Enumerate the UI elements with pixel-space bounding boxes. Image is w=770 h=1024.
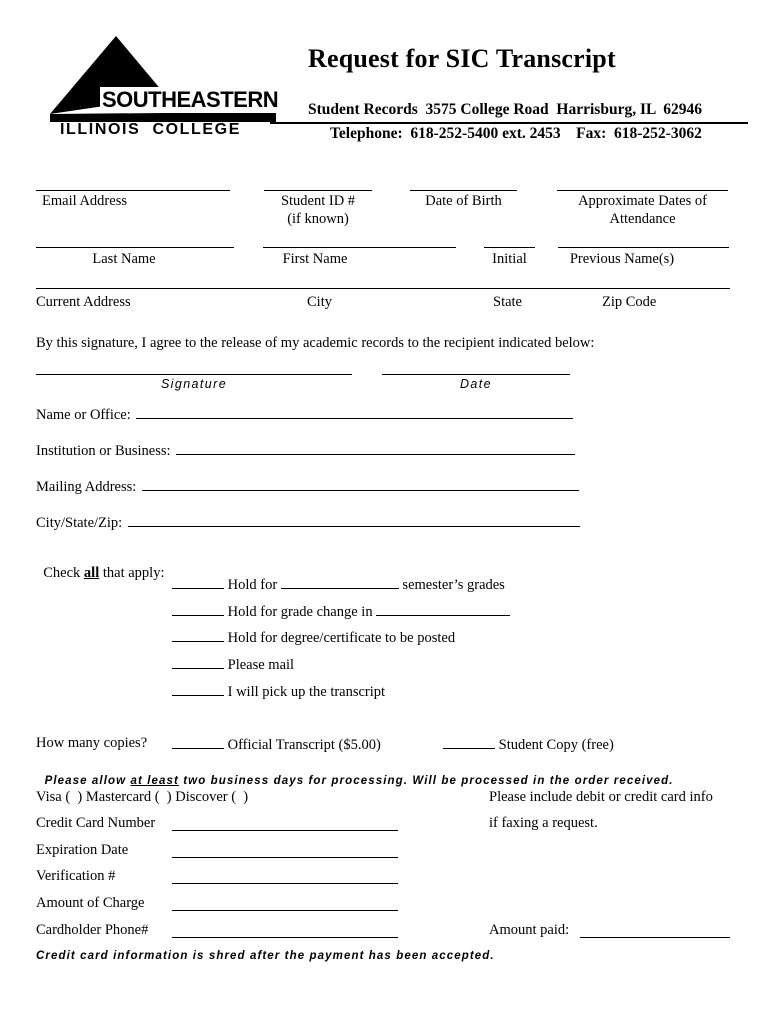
email-label: Email Address [42, 193, 127, 209]
grade-change-mark[interactable] [172, 602, 224, 616]
card-number-field[interactable] [172, 830, 398, 831]
check-all-intro: Check all that apply: [43, 565, 165, 581]
signature-label: Signature [160, 377, 228, 391]
current-address-label: Current Address [36, 294, 131, 310]
cardholder-phone-label: Cardholder Phone# [36, 922, 149, 938]
card-number-label: Credit Card Number [36, 815, 156, 831]
expiration-label: Expiration Date [36, 842, 129, 858]
cardholder-phone-field[interactable] [172, 937, 398, 938]
option-hold-semester: Hold for semester’s grades [172, 575, 505, 594]
mail-mark[interactable] [172, 655, 224, 669]
mailing-field[interactable] [142, 477, 579, 491]
name-office-label: Name or Office: [36, 407, 131, 423]
citystatezip-label: City/State/Zip: [36, 515, 123, 531]
charge-amount-label: Amount of Charge [36, 895, 145, 911]
logo-subtitle: ILLINOIS COLLEGE [60, 121, 241, 138]
records-address: Student Records 3575 College Road Harrisburg, IL 62946 [308, 101, 702, 118]
date-field[interactable] [382, 374, 570, 375]
student-id-note: (if known) [287, 211, 349, 227]
official-count-field[interactable] [172, 735, 224, 749]
option-degree: Hold for degree/certificate to be posted [172, 628, 455, 647]
option-grade-change: Hold for grade change in [172, 602, 510, 621]
name-office-field[interactable] [136, 405, 573, 419]
option-pickup: I will pick up the transcript [172, 682, 385, 701]
institution-label: Institution or Business: [36, 443, 171, 459]
attendance-label-2: Attendance [609, 211, 676, 227]
student-id-label: Student ID # [280, 193, 356, 209]
semester-field[interactable] [281, 575, 399, 589]
name-office-row [36, 405, 573, 424]
contact-phone-fax: Telephone: 618-252-5400 ext. 2453 Fax: 618-252-3062 [330, 125, 702, 142]
consent-statement: By this signature, I agree to the release of my academic records to the recipient indicated below: [36, 335, 595, 351]
grade-change-term-field[interactable] [376, 602, 510, 616]
official-copies: Official Transcript ($5.00) [172, 735, 381, 754]
copies-question: How many copies? [36, 735, 148, 751]
state-label: State [493, 294, 522, 310]
amount-paid-field[interactable] [580, 937, 730, 938]
mailing-label: Mailing Address: [36, 479, 137, 495]
first-name-label: First Name [282, 251, 348, 267]
verification-field[interactable] [172, 883, 398, 884]
institution-row [36, 441, 575, 460]
dob-label: Date of Birth [425, 193, 502, 209]
card-shred-notice: Credit card information is shred after the payment has been accepted. [36, 950, 495, 962]
previous-names-label: Previous Name(s) [569, 251, 675, 267]
citystatezip-row [36, 513, 580, 532]
student-copies: Student Copy (free) [443, 735, 614, 754]
card-info-note: Please include debit or credit card info [489, 789, 713, 805]
processing-notice: Please allow at least two business days for processing. Will be processed in the order received. [44, 775, 674, 787]
pickup-mark[interactable] [172, 682, 224, 696]
expiration-field[interactable] [172, 857, 398, 858]
mailing-row [36, 477, 579, 496]
charge-amount-field[interactable] [172, 910, 398, 911]
logo-name: SOUTHEASTERN [102, 87, 279, 112]
hold-semester-mark[interactable] [172, 575, 224, 589]
attendance-label: Approximate Dates of [578, 193, 707, 209]
option-mail: Please mail [172, 655, 294, 674]
signature-field[interactable] [36, 374, 352, 375]
date-label: Date [459, 377, 492, 391]
student-count-field[interactable] [443, 735, 495, 749]
card-type-options[interactable]: Visa ( ) Mastercard ( ) Discover ( ) [36, 789, 249, 805]
institution-field[interactable] [176, 441, 575, 455]
initial-label: Initial [492, 251, 527, 267]
citystatezip-field[interactable] [128, 513, 580, 527]
card-info-note-2: if faxing a request. [489, 815, 598, 831]
last-name-label: Last Name [92, 251, 156, 267]
zip-label: Zip Code [602, 294, 657, 310]
amount-paid-label: Amount paid: [489, 922, 570, 938]
city-label: City [307, 294, 332, 310]
header-rule [270, 122, 748, 124]
degree-mark[interactable] [172, 628, 224, 642]
verification-label: Verification # [36, 868, 116, 884]
page-title: Request for SIC Transcript [308, 44, 616, 73]
